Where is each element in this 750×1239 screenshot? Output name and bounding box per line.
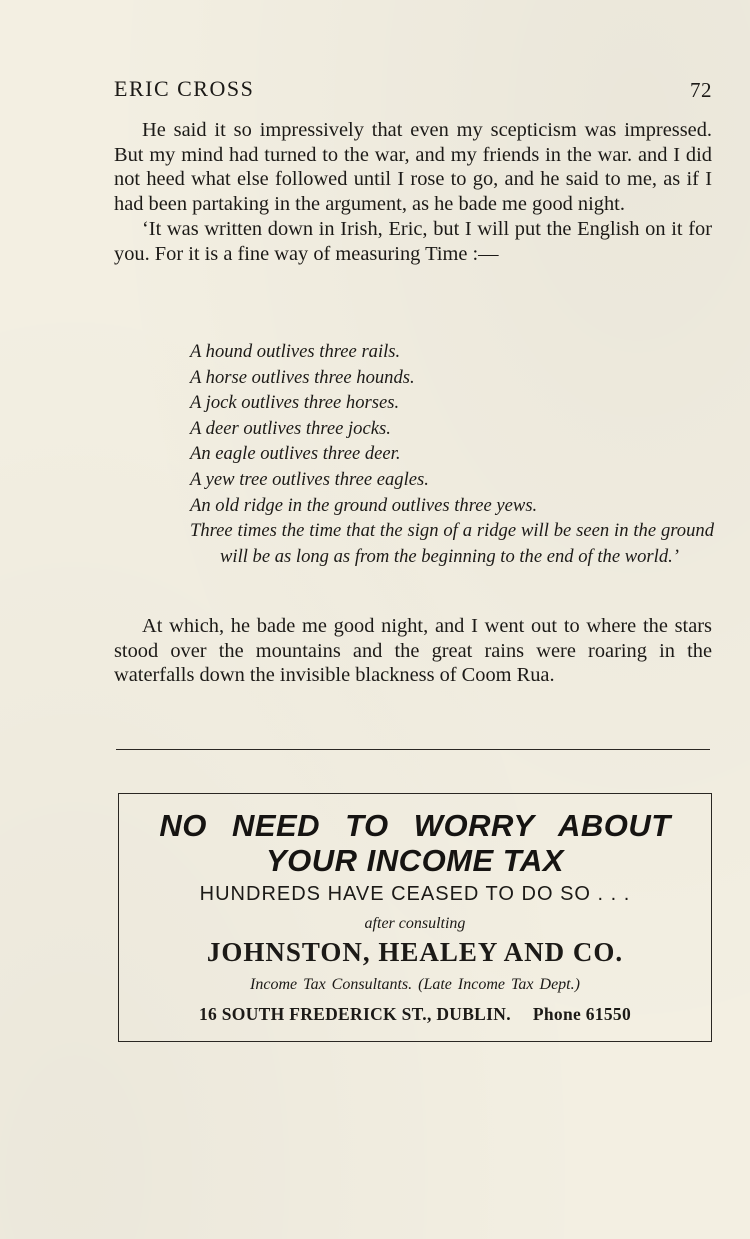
ad-headline-line1: NO NEED TO WORRY ABOUT [159, 808, 671, 843]
ad-headline-line2: YOUR INCOME TAX [266, 843, 564, 878]
income-tax-advertisement [118, 793, 712, 1042]
verse-line: A hound outlives three rails. [190, 341, 401, 362]
verse-line: A horse outlives three hounds. [190, 366, 415, 388]
ad-firm-name: JOHNSTON, HEALEY AND CO. [206, 937, 624, 967]
ad-after-consulting: after consulting [364, 915, 466, 932]
ad-address: 16 SOUTH FREDERICK ST., DUBLIN. [199, 1004, 511, 1024]
paragraph-irish-writing: ‘It was written down in Irish, Eric, but I will put the English on it for you. For it is a fine way of measuring Time :— [114, 217, 712, 265]
author-running-head: ERIC CROSS [114, 76, 255, 101]
ad-address-line [119, 1004, 711, 1025]
ad-former-dept: (Late Income Tax Dept.) [418, 976, 580, 993]
opening-paragraphs [114, 118, 712, 266]
verse-line: An eagle outlives three deer. [190, 443, 401, 465]
ad-phone: Phone 61550 [532, 1004, 631, 1024]
verse-line: A deer outlives three jocks. [190, 417, 391, 439]
running-head [114, 76, 712, 106]
closing-paragraph: At which, he bade me good night, and I went out to where the stars stood over the mountains and the great rains were roaring in the waterfalls down the invisible blackness of Coom Rua. [114, 615, 712, 687]
closing-paragraph-block [114, 614, 712, 688]
verse-measuring-time [190, 339, 714, 569]
paragraph-scepticism: He said it so impressively that even my scepticism was impressed. But my mind had turned to the war, and my friends in the war. and I did not heed what else followed until I rose to go, and he said to me, as if I had been partaking in the argument, as he bade me good night. [114, 119, 712, 216]
verse-line: A yew tree outlives three eagles. [190, 468, 429, 490]
ad-role-line [119, 976, 711, 994]
verse-line: A jock outlives three horses. [190, 392, 400, 414]
page-number: 72 [690, 78, 712, 102]
ad-role: Income Tax Consultants. [250, 976, 413, 993]
verse-line: An old ridge in the ground outlives three yews. [190, 494, 538, 516]
section-divider [116, 749, 710, 750]
ad-subheadline: HUNDREDS HAVE CEASED TO DO SO . . . [199, 883, 631, 905]
verse-line-final: Three times the time that the sign of a ridge will be seen in the ground will be as long as from the beginning to the end of the world.’ [190, 520, 714, 567]
